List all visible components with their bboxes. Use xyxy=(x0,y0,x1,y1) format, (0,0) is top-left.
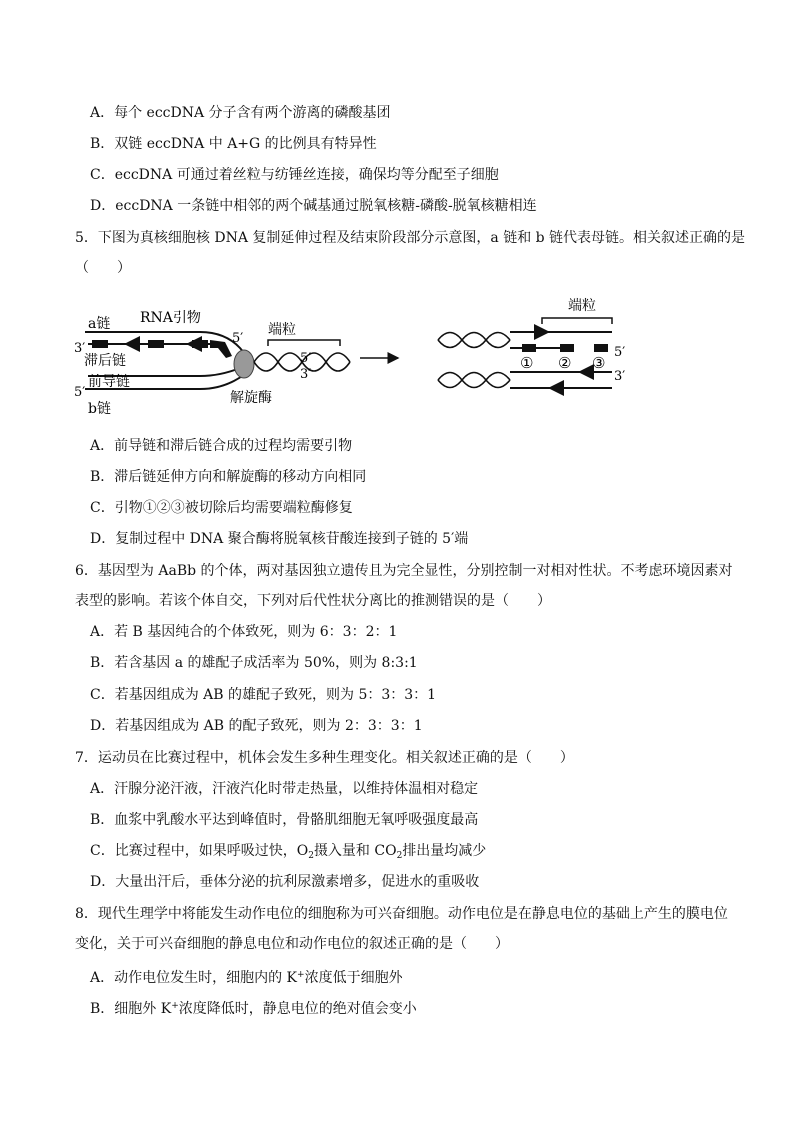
q4-option-d: D．eccDNA 一条链中相邻的两个碱基通过脱氧核糖-磷酸-脱氧核糖相连 xyxy=(90,198,537,214)
primer-block xyxy=(92,340,108,348)
label-primer-1: ① xyxy=(520,354,534,372)
q7-option-c xyxy=(90,841,486,866)
label-3prime-right: 3′ xyxy=(300,367,312,382)
q8-b-pre: B．细胞外 K xyxy=(90,1001,172,1017)
q8-a-pre: A．动作电位发生时，细胞内的 K xyxy=(90,970,298,986)
q5-option-b: B．滞后链延伸方向和解旋酶的移动方向相同 xyxy=(90,469,367,485)
label-3prime-left: 3′ xyxy=(74,341,86,356)
q5-stem-line2: （ ） xyxy=(75,260,131,276)
q7-c-post: 排出量均减少 xyxy=(402,843,487,859)
q6-stem-line1: 6．基因型为 AaBb 的个体，两对基因独立遗传且为完全显性，分别控制一对相对性状。不考虑环境因素对 xyxy=(75,563,733,579)
primer-1-block xyxy=(522,344,536,352)
q8-b-sup: + xyxy=(171,1001,179,1011)
helicase-enzyme xyxy=(234,350,254,378)
q5-option-c: C．引物①②③被切除后均需要端粒酶修复 xyxy=(90,500,353,516)
primer-block xyxy=(192,340,208,348)
q8-a-post: 浓度低于细胞外 xyxy=(304,970,403,986)
label-lagging: 滞后链 xyxy=(84,353,126,369)
label-5prime-fork: 5′ xyxy=(232,331,244,346)
label-leading: 前导链 xyxy=(88,374,130,390)
label-5prime-right: 5′ xyxy=(300,351,312,366)
label-primer-3: ③ xyxy=(592,354,606,372)
q5-stem-line1: 5．下图为真核细胞核 DNA 复制延伸过程及结束阶段部分示意图，a 链和 b 链代表母链。相关叙述正确的是 xyxy=(75,230,746,246)
label-a-chain: a链 xyxy=(88,316,111,332)
q7-stem: 7．运动员在比赛过程中，机体会发生多种生理变化。相关叙述正确的是（ ） xyxy=(75,750,574,766)
q7-c-sub1: 2 xyxy=(308,851,314,861)
q6-stem-line2: 表型的影响。若该个体自交，下列对后代性状分离比的推测错误的是（ ） xyxy=(75,593,551,609)
q8-a-sup: + xyxy=(297,970,305,980)
q4-option-a: A．每个 eccDNA 分子含有两个游离的磷酸基团 xyxy=(90,105,391,121)
q7-option-d: D．大量出汗后，垂体分泌的抗利尿激素增多，促进水的重吸收 xyxy=(90,874,480,890)
label-telomere-left: 端粒 xyxy=(268,322,296,338)
q7-option-a: A．汗腺分泌汗液，汗液汽化时带走热量，以维持体温相对稳定 xyxy=(90,781,479,797)
q4-option-c: C．eccDNA 可通过着丝粒与纺锤丝连接，确保均等分配至子细胞 xyxy=(90,167,499,183)
q6-option-c: C．若基因组成为 AB 的雄配子致死，则为 5：3：3：1 xyxy=(90,687,437,703)
label-rna-primer: RNA引物 xyxy=(140,310,201,326)
q7-c-sub2: 2 xyxy=(396,851,403,861)
primer-2-block xyxy=(560,344,574,352)
label-5prime-r2: 5′ xyxy=(614,345,626,360)
q8-stem-line2: 变化，关于可兴奋细胞的静息电位和动作电位的叙述正确的是（ ） xyxy=(75,936,509,952)
label-3prime-r2: 3′ xyxy=(614,369,626,384)
label-b-chain: b链 xyxy=(88,401,111,417)
q8-stem-line1: 8．现代生理学中将能发生动作电位的细胞称为可兴奋细胞。动作电位是在静息电位的基础上产生的膜电位 xyxy=(75,906,728,922)
label-5prime-left: 5′ xyxy=(74,385,86,400)
dna-replication-figure xyxy=(60,288,660,418)
q7-c-mid: 摄入量和 CO xyxy=(313,843,397,859)
q8-b-post: 浓度降低时，静息电位的绝对值会变小 xyxy=(178,1001,417,1017)
q5-option-a: A．前导链和滞后链合成的过程均需要引物 xyxy=(90,438,353,454)
q8-option-a xyxy=(90,965,403,988)
label-primer-2: ② xyxy=(558,354,572,372)
q4-option-b: B．双链 eccDNA 中 A+G 的比例具有特异性 xyxy=(90,136,377,152)
q5-option-d: D．复制过程中 DNA 聚合酶将脱氧核苷酸连接到子链的 5′端 xyxy=(90,531,469,547)
q8-option-b xyxy=(90,996,417,1019)
new-primer xyxy=(210,340,232,358)
q7-c-pre: C．比赛过程中，如果呼吸过快，O xyxy=(90,843,309,859)
q6-option-b: B．若含基因 a 的雄配子成活率为 50%，则为 8:3:1 xyxy=(90,655,418,671)
q6-option-a: A．若 B 基因纯合的个体致死，则为 6：3：2：1 xyxy=(90,624,398,640)
q7-option-b: B．血浆中乳酸水平达到峰值时，骨骼肌细胞无氧呼吸强度最高 xyxy=(90,812,479,828)
label-telomere-right: 端粒 xyxy=(568,298,596,314)
q6-option-d: D．若基因组成为 AB 的配子致死，则为 2：3：3：1 xyxy=(90,718,423,734)
primer-block xyxy=(148,340,164,348)
label-helicase: 解旋酶 xyxy=(230,390,272,406)
primer-3-block xyxy=(594,344,608,352)
